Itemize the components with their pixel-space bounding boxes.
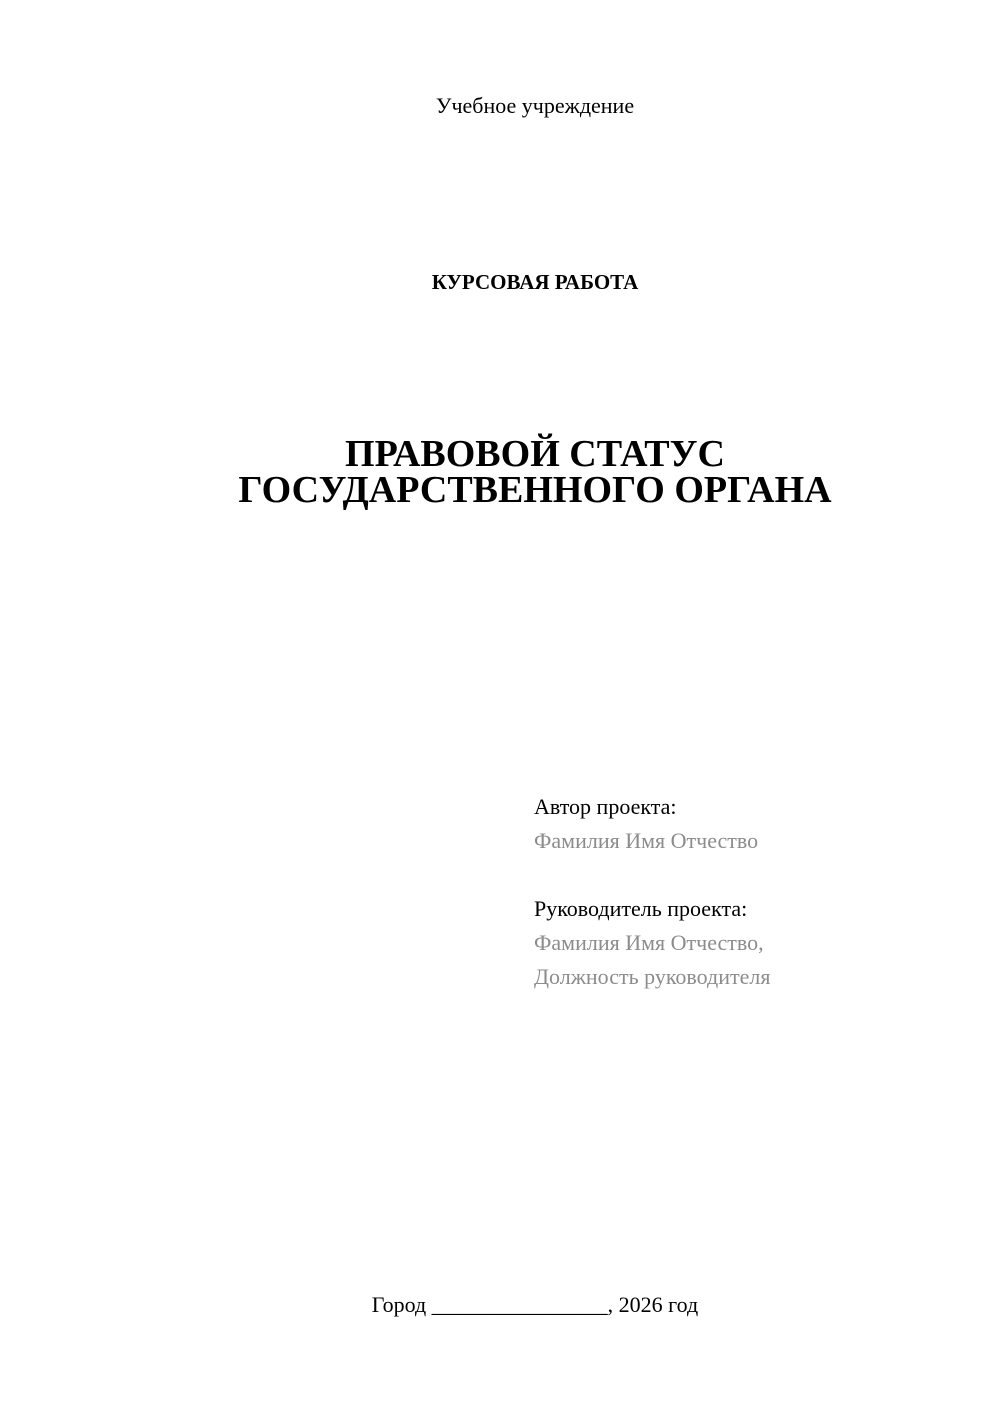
supervisor-label: Руководитель проекта:	[534, 896, 748, 921]
city-year-footer: Город ________________, 2026 год	[371, 1292, 699, 1317]
author-name: Фамилия Имя Отчество	[534, 828, 759, 853]
supervisor-name: Фамилия Имя Отчество,	[534, 930, 764, 955]
document-title-line-1: ПРАВОВОЙ СТАТУС	[345, 433, 725, 475]
document-type: КУРСОВАЯ РАБОТА	[431, 270, 639, 294]
spacer	[534, 858, 974, 892]
credits-block	[534, 790, 974, 994]
supervisor-position: Должность руководителя	[534, 964, 771, 989]
institution-name: Учебное учреждение	[435, 93, 635, 118]
author-label: Автор проекта:	[534, 794, 677, 819]
document-title	[70, 433, 1000, 511]
document-title-line-2: ГОСУДАРСТВЕННОГО ОРГАНА	[238, 469, 832, 511]
